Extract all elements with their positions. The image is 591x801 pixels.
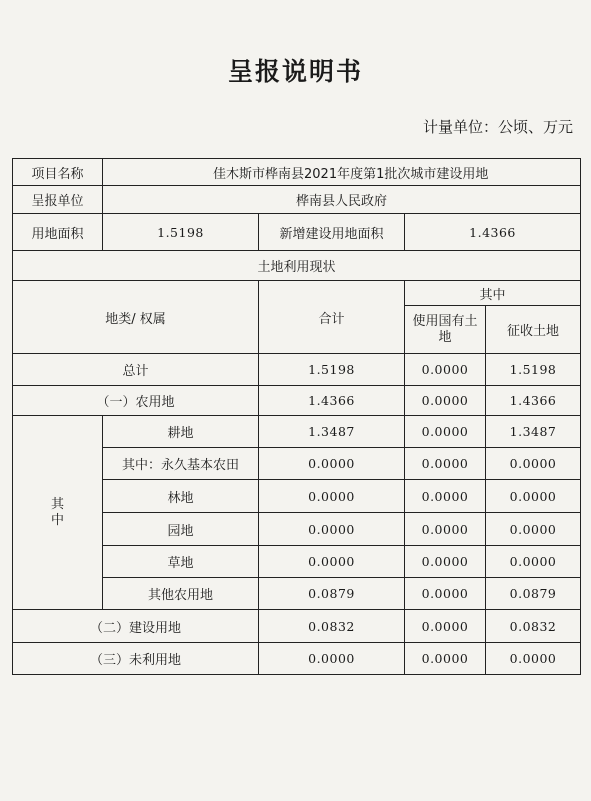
header-among: 其中 [405,281,581,306]
row-label: 草地 [103,546,259,578]
header-collected-land: 征收土地 [486,306,581,354]
row-unused [13,643,581,675]
row-state: 0.0000 [405,416,486,448]
row-label: （二）建设用地 [13,610,259,643]
row-total: 0.0000 [259,513,405,546]
row-total: 0.0000 [259,546,405,578]
row-state: 0.0000 [405,643,486,675]
row-total: 0.0832 [259,610,405,643]
side-label-text: 其 中 [50,496,64,528]
side-label-among [13,416,103,610]
header-state-land: 使用国有土地 [405,306,486,354]
row-collect: 0.0879 [486,578,581,610]
project-name-value: 佳木斯市桦南县2021年度第1批次城市建设用地 [103,159,581,186]
row-label: 总计 [13,354,259,386]
section-title: 土地利用现状 [13,251,581,281]
row-state: 0.0000 [405,513,486,546]
new-area-label: 新增建设用地面积 [259,214,405,251]
row-collect: 0.0000 [486,546,581,578]
row-collect: 0.0000 [486,643,581,675]
reporter-row [13,186,581,214]
row-label: 耕地 [103,416,259,448]
row-agricultural [13,386,581,416]
row-state: 0.0000 [405,480,486,513]
row-state: 0.0000 [405,610,486,643]
header-total: 合计 [259,281,405,354]
project-name-row [13,159,581,186]
row-collect: 0.0832 [486,610,581,643]
row-collect: 1.3487 [486,416,581,448]
row-total: 1.4366 [259,386,405,416]
measurement-unit: 计量单位：公顷、万元 [422,118,573,136]
row-total: 0.0000 [259,480,405,513]
row-state: 0.0000 [405,386,486,416]
area-row [13,214,581,251]
row-collect: 1.5198 [486,354,581,386]
land-report-table [12,158,581,675]
header-category: 地类/ 权属 [13,281,259,354]
row-state: 0.0000 [405,448,486,480]
row-label: 园地 [103,513,259,546]
document-title: 呈报说明书 [227,57,363,86]
new-area-value: 1.4366 [405,214,581,251]
row-state: 0.0000 [405,354,486,386]
row-label: 其他农用地 [103,578,259,610]
project-name-label: 项目名称 [13,159,103,186]
row-collect: 1.4366 [486,386,581,416]
row-collect: 0.0000 [486,448,581,480]
row-state: 0.0000 [405,546,486,578]
row-total: 1.3487 [259,416,405,448]
reporter-value: 桦南县人民政府 [103,186,581,214]
row-total: 0.0879 [259,578,405,610]
row-construction [13,610,581,643]
row-label: 其中：永久基本农田 [103,448,259,480]
row-total: 0.0000 [259,643,405,675]
area-label: 用地面积 [13,214,103,251]
reporter-label: 呈报单位 [13,186,103,214]
row-total: 0.0000 [259,448,405,480]
row-cultivated [13,416,581,448]
row-grand-total [13,354,581,386]
row-state: 0.0000 [405,578,486,610]
section-title-row [13,251,581,281]
row-total: 1.5198 [259,354,405,386]
row-collect: 0.0000 [486,513,581,546]
area-value: 1.5198 [103,214,259,251]
row-label: （一）农用地 [13,386,259,416]
row-label: （三）未利用地 [13,643,259,675]
header-row-1 [13,281,581,306]
row-label: 林地 [103,480,259,513]
row-collect: 0.0000 [486,480,581,513]
